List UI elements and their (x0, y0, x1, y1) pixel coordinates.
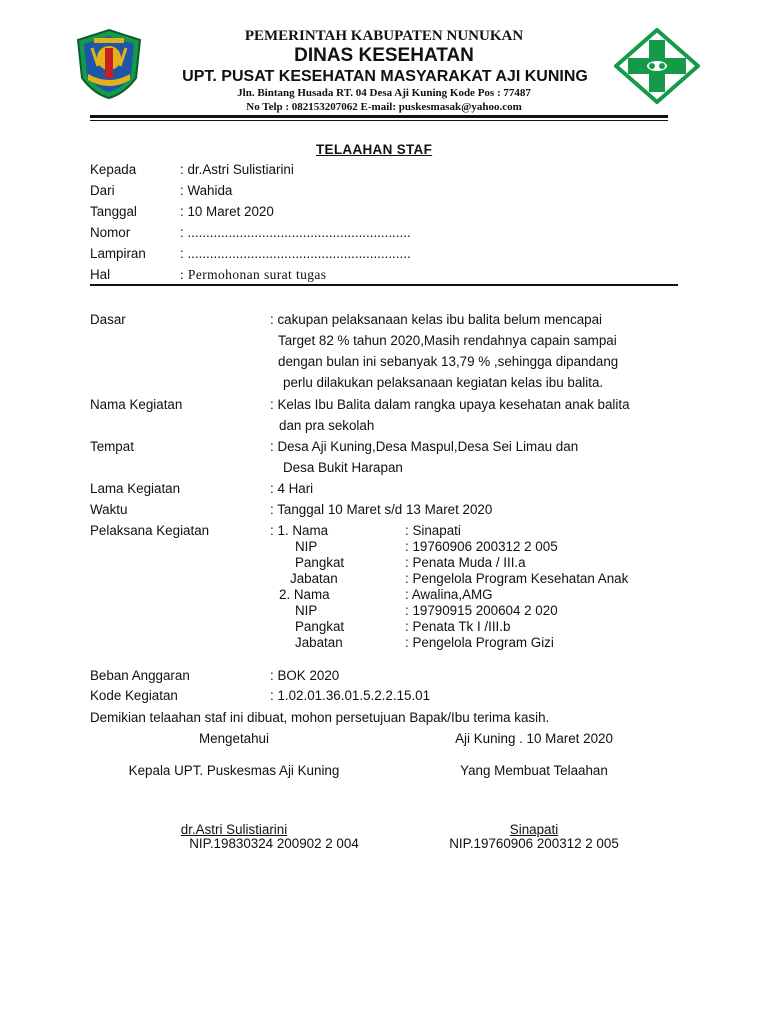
pelaksana-2-nip-label: NIP (295, 603, 318, 618)
dasar-label: Dasar (90, 312, 126, 327)
document-title: TELAAHAN STAF (316, 142, 433, 157)
pelaksana-1-pangkat-label: Pangkat (295, 555, 345, 570)
meta-value-hal: : Permohonan surat tugas (180, 267, 327, 282)
nama-kegiatan-line-2: dan pra sekolah (279, 418, 375, 433)
meta-label-dari: Dari (90, 183, 115, 198)
pelaksana-1-nama-label: : 1. Nama (270, 523, 329, 538)
tempat-line-2: Desa Bukit Harapan (283, 460, 403, 475)
pelaksana-1-nip-label: NIP (295, 539, 318, 554)
beban-anggaran-value: : BOK 2020 (270, 668, 340, 683)
signature-right-role: Yang Membuat Telaahan (460, 763, 608, 778)
meta-label-kepada: Kepada (90, 162, 137, 177)
closing-text: Demikian telaahan staf ini dibuat, mohon persetujuan Bapak/Ibu terima kasih. (90, 710, 550, 725)
signature-left-role: Kepala UPT. Puskesmas Aji Kuning (128, 763, 340, 778)
meta-value-nomor: : ............................................................ (180, 225, 411, 240)
dasar-line-4: perlu dilakukan pelaksanaan kegiatan kelas ibu balita. (283, 375, 604, 390)
signature-left-top: Mengetahui (199, 731, 269, 746)
pelaksana-2-pangkat-value: : Penata Tk I /III.b (405, 619, 511, 634)
pelaksana-1-jabatan-value: : Pengelola Program Kesehatan Anak (405, 571, 629, 586)
pelaksana-1-nama-value: : Sinapati (405, 523, 461, 538)
meta-value-lampiran: : ............................................................ (180, 246, 411, 261)
meta-label-tanggal: Tanggal (90, 204, 137, 219)
dasar-line-1: : cakupan pelaksanaan kelas ibu balita belum mencapai (270, 312, 603, 327)
waktu-value: : Tanggal 10 Maret s/d 13 Maret 2020 (270, 502, 493, 517)
waktu-label: Waktu (90, 502, 128, 517)
signature-left-nip: NIP.19830324 200902 2 004 (189, 836, 359, 851)
pelaksana-2-nip-value: : 19790915 200604 2 020 (405, 603, 558, 618)
pelaksana-2-nama-value: : Awalina,AMG (405, 587, 493, 602)
dasar-line-2: Target 82 % tahun 2020,Masih rendahnya capain sampai (278, 333, 617, 348)
nama-kegiatan-line-1: : Kelas Ibu Balita dalam rangka upaya kesehatan anak balita (270, 397, 630, 412)
header-government: PEMERINTAH KABUPATEN NUNUKAN (244, 28, 524, 44)
header-contact: No Telp : 082153207062 E-mail: puskesmasak@yahoo.com (246, 101, 522, 113)
pelaksana-2-jabatan-value: : Pengelola Program Gizi (405, 635, 554, 650)
meta-value-kepada: : dr.Astri Sulistiarini (180, 162, 294, 177)
header-address: Jln. Bintang Husada RT. 04 Desa Aji Kuning Kode Pos : 77487 (237, 87, 531, 99)
signature-left-name: dr.Astri Sulistiarini (180, 822, 288, 837)
meta-divider (90, 284, 678, 286)
pelaksana-1-jabatan-label: Jabatan (290, 571, 338, 586)
pelaksana-2-pangkat-label: Pangkat (295, 619, 345, 634)
lama-kegiatan-value: : 4 Hari (270, 481, 314, 496)
header-rule-thin (90, 120, 668, 121)
header-rule-thick (90, 115, 668, 118)
pelaksana-2-nama-label: 2. Nama (279, 587, 330, 602)
meta-value-dari: : Wahida (180, 183, 233, 198)
kode-kegiatan-label: Kode Kegiatan (90, 688, 178, 703)
signature-right-top: Aji Kuning . 10 Maret 2020 (455, 731, 613, 746)
pelaksana-1-nip-value: : 19760906 200312 2 005 (405, 539, 558, 554)
lama-kegiatan-label: Lama Kegiatan (90, 481, 181, 496)
signature-right-nip: NIP.19760906 200312 2 005 (449, 836, 619, 851)
nama-kegiatan-label: Nama Kegiatan (90, 397, 183, 412)
pelaksana-2-jabatan-label: Jabatan (295, 635, 343, 650)
kode-kegiatan-value: : 1.02.01.36.01.5.2.2.15.01 (270, 688, 431, 703)
header-department: DINAS KESEHATAN (294, 45, 474, 66)
tempat-label: Tempat (90, 439, 134, 454)
meta-label-lampiran: Lampiran (90, 246, 146, 261)
dasar-line-3: dengan bulan ini sebanyak 13,79 % ,sehingga dipandang (278, 354, 619, 369)
header-unit: UPT. PUSAT KESEHATAN MASYARAKAT AJI KUNING (182, 68, 588, 85)
pelaksana-1-pangkat-value: : Penata Muda / III.a (405, 555, 526, 570)
meta-label-hal: Hal (90, 267, 111, 282)
beban-anggaran-label: Beban Anggaran (90, 668, 190, 683)
meta-label-nomor: Nomor (90, 225, 131, 240)
pelaksana-label: Pelaksana Kegiatan (90, 523, 210, 538)
meta-value-tanggal: : 10 Maret 2020 (180, 204, 274, 219)
tempat-line-1: : Desa Aji Kuning,Desa Maspul,Desa Sei Limau dan (270, 439, 579, 454)
signature-right-name: Sinapati (509, 822, 559, 837)
